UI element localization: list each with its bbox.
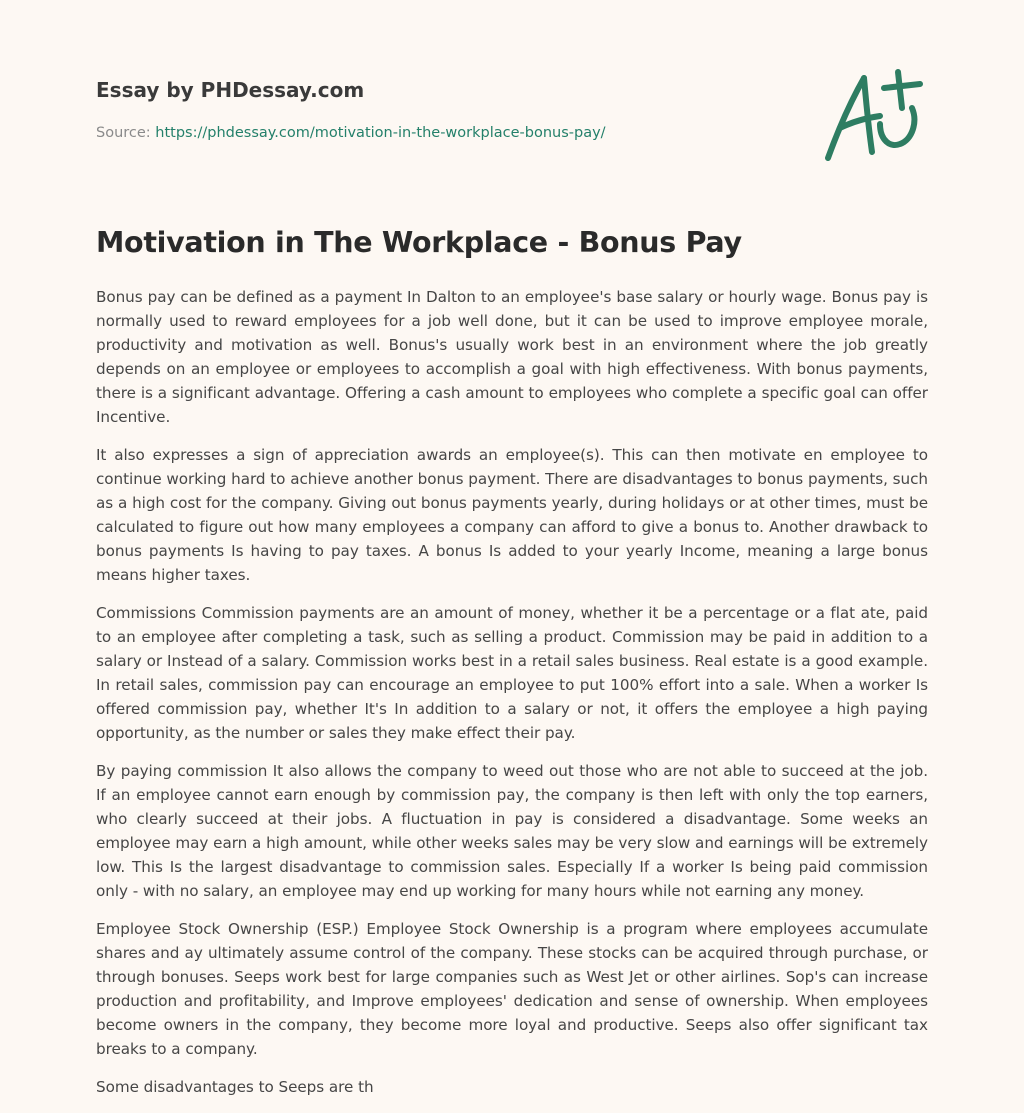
paragraph-1: Bonus pay can be defined as a payment In Dalton to an employee's base salary or hourly wage. Bonus pay is normally used to reward employees for a job well done, but it can be used to improve employee morale, productivity and motivation as well. Bonus's usually work best in an environment where the job greatly depends on an employee or employees to accomplish a goal with high effectiveness. With bonus payments, there is a significant advantage. Offering a cash amount to employees who complete a specific goal can offer Incentive.: [96, 288, 928, 426]
article-body: [96, 285, 928, 1113]
source-label: Source:: [96, 125, 151, 141]
source-line: [96, 123, 606, 143]
paragraph-3: Commissions Commission payments are an amount of money, whether it be a percentage or a flat ate, paid to an employee after completing a task, such as selling a product. Commission may be paid in addition to a salary or Instead of a salary. Commission works best in a retail sales business. Real estate is a good example. In retail sales, commission pay can encourage an employee to put 100% effort into a sale. When a worker Is offered commission pay, whether It's In addition to a salary or not, it offers the employee a high paying opportunity, as the number or sales they make effect their pay.: [96, 604, 928, 742]
paragraph-5: Employee Stock Ownership (ESP.) Employee Stock Ownership is a program where employees accumulate shares and ay ultimately assume control of the company. These stocks can be acquired through purchase, or through bonuses. Seeps work best for large companies such as West Jet or other airlines. Sop's can increase production and profitability, and Improve employees' dedication and sense of ownership. When employees become owners in the company, they become more loyal and productive. Seeps also offer significant tax breaks to a company.: [96, 920, 928, 1058]
paragraph-6-truncated: Some disadvantages to Seeps are th: [96, 1078, 374, 1096]
article-title: Motivation in The Workplace - Bonus Pay: [96, 226, 742, 259]
paragraph-4: By paying commission It also allows the company to weed out those who are not able to succeed at the job. If an employee cannot earn enough by commission pay, the company is then left with only the top earners, who clearly succeed at their jobs. A fluctuation in pay is considered a disadvantage. Some weeks an employee may earn a high amount, while other weeks sales may be very slow and earnings will be extremely low. This Is the largest disadvantage to commission sales. Especially If a worker Is being paid commission only - with no salary, an employee may end up working for many hours while not earning any money.: [96, 762, 928, 900]
paragraph-2: It also expresses a sign of appreciation awards an employee(s). This can then motivate en employee to continue working hard to achieve another bonus payment. There are disadvantages to bonus payments, such as a high cost for the company. Giving out bonus payments yearly, during holidays or at other times, must be calculated to figure out how many employees a company can afford to give a bonus to. Another drawback to bonus payments Is having to pay taxes. A bonus Is added to your yearly Income, meaning a large bonus means higher taxes.: [96, 446, 928, 584]
source-link[interactable]: https://phdessay.com/motivation-in-the-workplace-bonus-pay/: [155, 125, 606, 141]
site-header: [96, 76, 796, 104]
brand-title: Essay by PHDessay.com: [96, 78, 365, 102]
a-plus-logo-icon: [818, 66, 930, 166]
